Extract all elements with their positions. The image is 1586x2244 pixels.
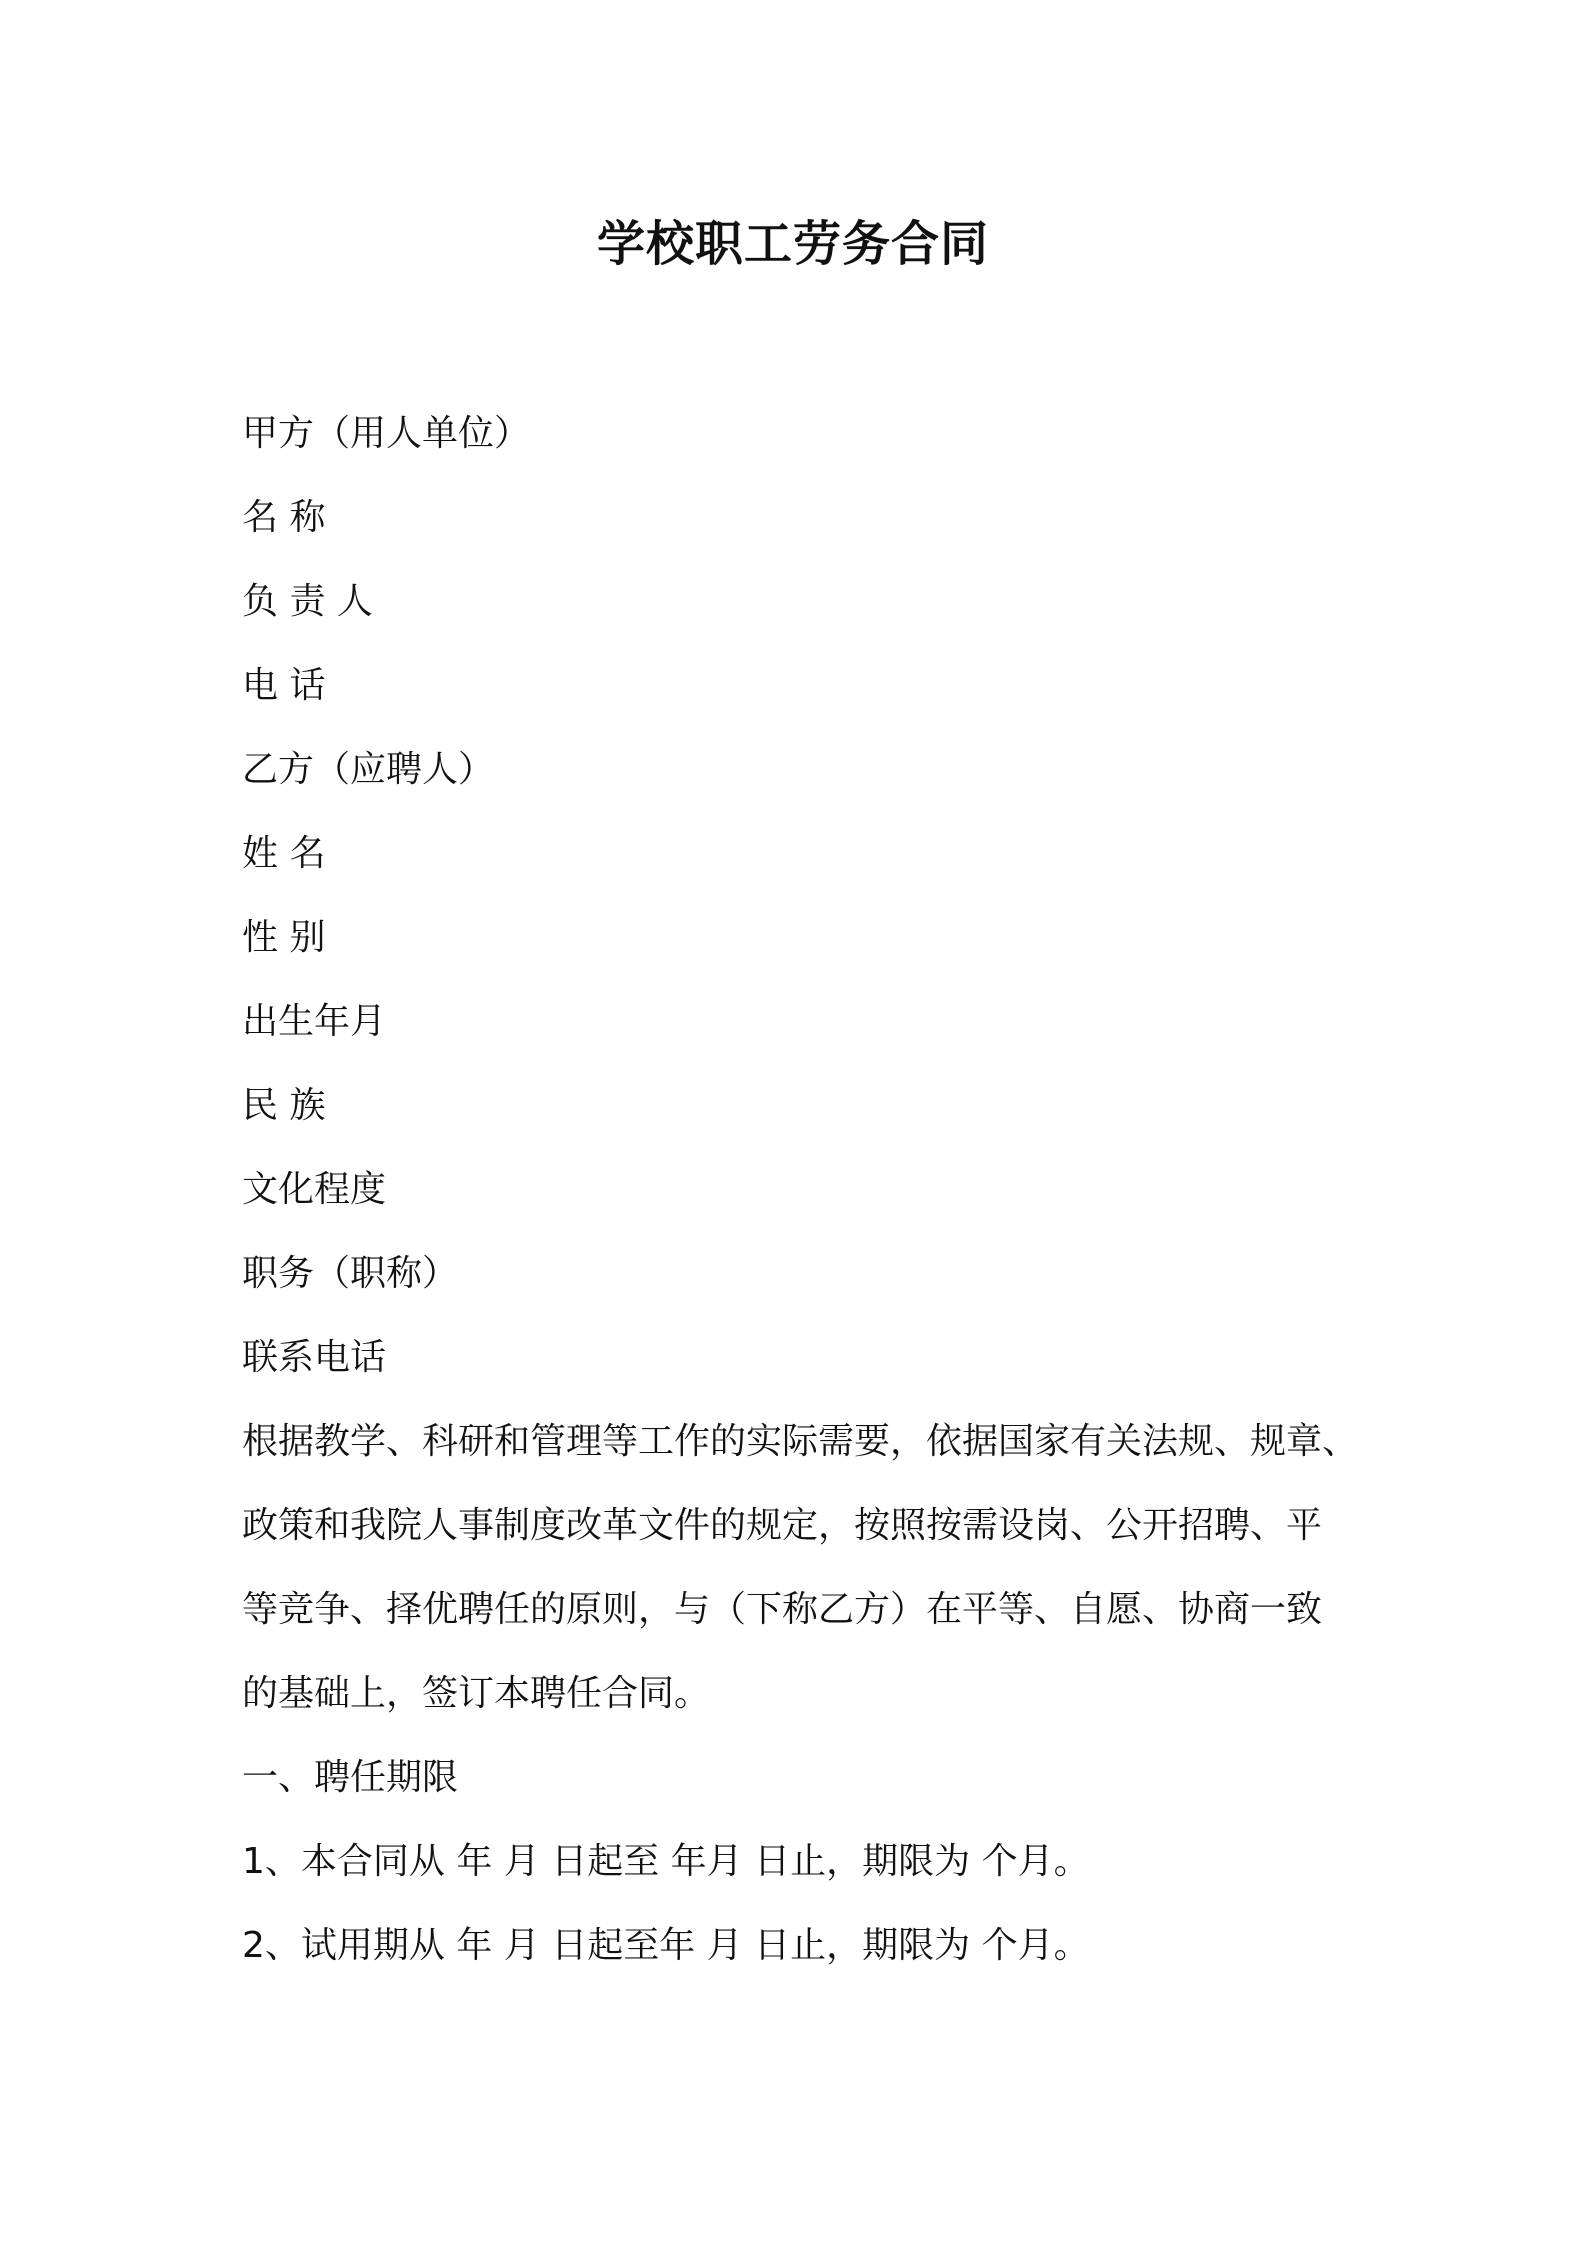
intro-line: 的基础上，签订本聘任合同。: [242, 1673, 711, 1714]
intro-line: 等竞争、择优聘任的原则，与（下称乙方）在平等、自愿、协商一致: [242, 1589, 1323, 1630]
party-b-contact-label: 联系电话: [242, 1337, 387, 1378]
document-title: 学校职工劳务合同: [596, 216, 989, 272]
party-b-ethnicity-label: 民 族: [242, 1085, 326, 1126]
party-b-gender-label: 性 别: [242, 917, 326, 958]
party-b-heading: 乙方（应聘人）: [242, 749, 495, 790]
party-b-name-label: 姓 名: [242, 833, 326, 874]
party-b-position-label: 职务（职称）: [242, 1253, 459, 1294]
party-b-education-label: 文化程度: [242, 1169, 387, 1210]
intro-line: 根据教学、科研和管理等工作的实际需要，依据国家有关法规、规章、: [242, 1421, 1359, 1462]
party-a-name-label: 名 称: [242, 497, 326, 538]
section-1-clause-2: 2、试用期从 年 月 日起至年 月 日止，期限为 个月。: [242, 1925, 1090, 1966]
party-b-birth-label: 出生年月: [242, 1001, 387, 1042]
party-a-heading: 甲方（用人单位）: [242, 413, 531, 454]
party-a-phone-label: 电 话: [242, 665, 326, 706]
section-1-clause-1: 1、本合同从 年 月 日起至 年月 日止，期限为 个月。: [242, 1841, 1090, 1882]
section-1-heading: 一、聘任期限: [242, 1757, 459, 1798]
party-a-leader-label: 负 责 人: [242, 581, 373, 622]
intro-paragraph: [242, 1418, 1362, 1754]
intro-line: 政策和我院人事制度改革文件的规定，按照按需设岗、公开招聘、平: [242, 1505, 1323, 1546]
